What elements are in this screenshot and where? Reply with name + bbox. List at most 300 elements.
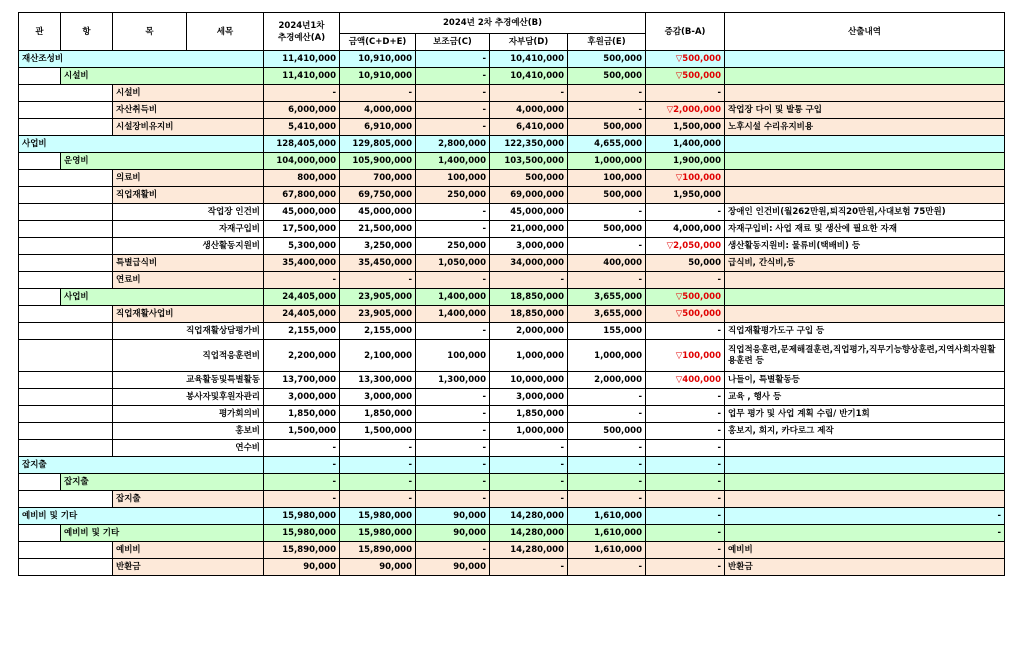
cell-donation: - (568, 238, 646, 255)
row-label: 홍보비 (113, 423, 264, 440)
cell-donation: 500,000 (568, 221, 646, 238)
cell-amount: 45,000,000 (340, 204, 416, 221)
cell-first-budget: 1,500,000 (264, 423, 340, 440)
cell-first-budget: 15,980,000 (264, 525, 340, 542)
cell-detail: - (725, 525, 1005, 542)
cell-donation: 500,000 (568, 51, 646, 68)
cell-diff: - (646, 491, 725, 508)
cell-detail: 예비비 (725, 542, 1005, 559)
cell-self: 2,000,000 (490, 323, 568, 340)
cell-donation: 3,655,000 (568, 306, 646, 323)
cell-amount: - (340, 474, 416, 491)
cell-diff: - (646, 272, 725, 289)
cell-amount: 105,900,000 (340, 153, 416, 170)
cell-subsidy: 1,050,000 (416, 255, 490, 272)
row-label: 잡지출 (113, 491, 264, 508)
row-label: 연수비 (113, 440, 264, 457)
cell-diff: - (646, 423, 725, 440)
cell-self: 69,000,000 (490, 187, 568, 204)
table-row (19, 440, 1005, 457)
cell-first-budget: 5,410,000 (264, 119, 340, 136)
cell-subsidy: - (416, 204, 490, 221)
cell-donation: 100,000 (568, 170, 646, 187)
cell-amount: 2,100,000 (340, 340, 416, 372)
row-label: 재산조성비 (19, 51, 264, 68)
cell-amount: 13,300,000 (340, 372, 416, 389)
cell-donation: 1,610,000 (568, 542, 646, 559)
indent-cell (19, 102, 113, 119)
table-row (19, 491, 1005, 508)
cell-amount: 1,850,000 (340, 406, 416, 423)
row-label: 직업적응훈련비 (113, 340, 264, 372)
cell-self: 21,000,000 (490, 221, 568, 238)
cell-self: - (490, 272, 568, 289)
cell-self: 10,410,000 (490, 68, 568, 85)
table-row (19, 525, 1005, 542)
row-label: 잡지출 (19, 457, 264, 474)
cell-first-budget: 6,000,000 (264, 102, 340, 119)
cell-diff: ▽400,000 (646, 372, 725, 389)
cell-donation: 1,610,000 (568, 508, 646, 525)
indent-cell (19, 153, 61, 170)
cell-first-budget: 24,405,000 (264, 289, 340, 306)
cell-diff: - (646, 474, 725, 491)
cell-first-budget: 2,155,000 (264, 323, 340, 340)
cell-subsidy: - (416, 389, 490, 406)
cell-detail (725, 474, 1005, 491)
indent-cell (19, 238, 113, 255)
cell-amount: 15,890,000 (340, 542, 416, 559)
cell-amount: 4,000,000 (340, 102, 416, 119)
cell-detail (725, 272, 1005, 289)
cell-self: 3,000,000 (490, 389, 568, 406)
header-amount: 금액(C+D+E) (340, 34, 416, 51)
cell-detail: - (725, 508, 1005, 525)
cell-donation: - (568, 102, 646, 119)
cell-self: - (490, 474, 568, 491)
header-diff: 증감(B-A) (646, 13, 725, 51)
cell-amount: 21,500,000 (340, 221, 416, 238)
cell-self: 18,850,000 (490, 289, 568, 306)
table-row (19, 221, 1005, 238)
cell-subsidy: 100,000 (416, 340, 490, 372)
indent-cell (19, 474, 61, 491)
table-row (19, 153, 1005, 170)
cell-diff: 1,400,000 (646, 136, 725, 153)
cell-amount: 6,910,000 (340, 119, 416, 136)
cell-detail: 작업장 다이 및 발통 구입 (725, 102, 1005, 119)
cell-self: - (490, 440, 568, 457)
cell-diff: ▽2,000,000 (646, 102, 725, 119)
cell-detail (725, 289, 1005, 306)
indent-cell (19, 389, 113, 406)
cell-detail: 직업적응훈련,문제해결훈련,직업평가,직무기능향상훈련,지역사회자원활용훈련 등 (725, 340, 1005, 372)
cell-detail: 생산활동지원비: 물류비(택배비) 등 (725, 238, 1005, 255)
cell-self: - (490, 491, 568, 508)
cell-amount: 23,905,000 (340, 289, 416, 306)
cell-detail (725, 306, 1005, 323)
cell-subsidy: 1,400,000 (416, 289, 490, 306)
cell-self: 14,280,000 (490, 508, 568, 525)
row-label: 교육활동및특별활동 (113, 372, 264, 389)
cell-amount: 3,000,000 (340, 389, 416, 406)
cell-first-budget: 128,405,000 (264, 136, 340, 153)
row-label: 시설장비유지비 (113, 119, 264, 136)
header-mok: 목 (113, 13, 187, 51)
cell-amount: - (340, 440, 416, 457)
cell-first-budget: - (264, 272, 340, 289)
cell-detail: 교육 , 행사 등 (725, 389, 1005, 406)
cell-amount: 15,980,000 (340, 508, 416, 525)
cell-detail: 장애인 인건비(월262만원,퇴직20만원,사대보험 75만원) (725, 204, 1005, 221)
cell-donation: 500,000 (568, 187, 646, 204)
table-row (19, 508, 1005, 525)
cell-self: 6,410,000 (490, 119, 568, 136)
cell-subsidy: 1,400,000 (416, 153, 490, 170)
cell-amount: - (340, 457, 416, 474)
cell-first-budget: 13,700,000 (264, 372, 340, 389)
cell-diff: - (646, 389, 725, 406)
cell-detail: 자재구입비: 사업 재료 및 생산에 필요한 자재 (725, 221, 1005, 238)
cell-first-budget: - (264, 474, 340, 491)
cell-first-budget: 90,000 (264, 559, 340, 576)
table-row (19, 238, 1005, 255)
table-row (19, 306, 1005, 323)
cell-diff: - (646, 204, 725, 221)
cell-self: 4,000,000 (490, 102, 568, 119)
indent-cell (19, 525, 61, 542)
cell-detail: 급식비, 간식비,등 (725, 255, 1005, 272)
cell-first-budget: - (264, 85, 340, 102)
table-row (19, 102, 1005, 119)
table-row (19, 187, 1005, 204)
indent-cell (19, 119, 113, 136)
cell-detail: 직업재활평가도구 구입 등 (725, 323, 1005, 340)
cell-self: - (490, 457, 568, 474)
row-label: 자재구입비 (113, 221, 264, 238)
table-row (19, 85, 1005, 102)
cell-first-budget: 104,000,000 (264, 153, 340, 170)
header-detail: 산출내역 (725, 13, 1005, 51)
cell-detail (725, 170, 1005, 187)
cell-diff: - (646, 85, 725, 102)
cell-amount: 129,805,000 (340, 136, 416, 153)
cell-first-budget: - (264, 440, 340, 457)
cell-self: 14,280,000 (490, 525, 568, 542)
cell-diff: ▽500,000 (646, 51, 725, 68)
cell-self: 18,850,000 (490, 306, 568, 323)
cell-amount: 35,450,000 (340, 255, 416, 272)
cell-first-budget: 11,410,000 (264, 51, 340, 68)
cell-diff: - (646, 525, 725, 542)
cell-self: 103,500,000 (490, 153, 568, 170)
cell-subsidy: - (416, 102, 490, 119)
cell-detail (725, 85, 1005, 102)
cell-subsidy: - (416, 542, 490, 559)
indent-cell (19, 340, 113, 372)
cell-diff: - (646, 323, 725, 340)
cell-self: 500,000 (490, 170, 568, 187)
table-row (19, 170, 1005, 187)
table-row (19, 457, 1005, 474)
header-subsidy: 보조금(C) (416, 34, 490, 51)
cell-subsidy: - (416, 272, 490, 289)
row-label: 특별급식비 (113, 255, 264, 272)
cell-donation: 1,000,000 (568, 340, 646, 372)
row-label: 직업재활상담평가비 (113, 323, 264, 340)
table-row (19, 272, 1005, 289)
cell-first-budget: 35,400,000 (264, 255, 340, 272)
cell-amount: - (340, 85, 416, 102)
cell-amount: 90,000 (340, 559, 416, 576)
cell-first-budget: 800,000 (264, 170, 340, 187)
cell-amount: 10,910,000 (340, 68, 416, 85)
cell-donation: 500,000 (568, 423, 646, 440)
cell-subsidy: - (416, 85, 490, 102)
cell-donation: - (568, 491, 646, 508)
cell-amount: 23,905,000 (340, 306, 416, 323)
cell-detail (725, 51, 1005, 68)
indent-cell (19, 440, 113, 457)
cell-donation: - (568, 272, 646, 289)
table-row (19, 68, 1005, 85)
header-self: 자부담(D) (490, 34, 568, 51)
cell-subsidy: - (416, 221, 490, 238)
table-row (19, 255, 1005, 272)
cell-subsidy: 90,000 (416, 525, 490, 542)
indent-cell (19, 187, 113, 204)
indent-cell (19, 170, 113, 187)
row-label: 사업비 (61, 289, 264, 306)
table-row (19, 542, 1005, 559)
cell-donation: 4,655,000 (568, 136, 646, 153)
cell-donation: - (568, 440, 646, 457)
cell-amount: 2,155,000 (340, 323, 416, 340)
cell-amount: 700,000 (340, 170, 416, 187)
row-label: 연료비 (113, 272, 264, 289)
indent-cell (19, 323, 113, 340)
cell-detail (725, 440, 1005, 457)
header-first-budget-line1: 2024년1차 (278, 20, 325, 31)
cell-first-budget: 24,405,000 (264, 306, 340, 323)
cell-subsidy: - (416, 68, 490, 85)
row-label: 예비비 및 기타 (61, 525, 264, 542)
cell-detail: 반환금 (725, 559, 1005, 576)
cell-donation: 3,655,000 (568, 289, 646, 306)
indent-cell (19, 306, 113, 323)
row-label: 사업비 (19, 136, 264, 153)
cell-first-budget: 1,850,000 (264, 406, 340, 423)
cell-subsidy: 90,000 (416, 559, 490, 576)
indent-cell (19, 372, 113, 389)
indent-cell (19, 542, 113, 559)
cell-subsidy: 90,000 (416, 508, 490, 525)
cell-subsidy: - (416, 474, 490, 491)
cell-detail: 홍보지, 회지, 카다로그 제작 (725, 423, 1005, 440)
cell-subsidy: 2,800,000 (416, 136, 490, 153)
indent-cell (19, 559, 113, 576)
cell-subsidy: 250,000 (416, 238, 490, 255)
cell-donation: 500,000 (568, 119, 646, 136)
cell-donation: 400,000 (568, 255, 646, 272)
cell-diff: ▽500,000 (646, 68, 725, 85)
cell-self: 34,000,000 (490, 255, 568, 272)
indent-cell (19, 204, 113, 221)
indent-cell (19, 406, 113, 423)
cell-amount: 15,980,000 (340, 525, 416, 542)
cell-diff: ▽100,000 (646, 170, 725, 187)
cell-self: 1,000,000 (490, 340, 568, 372)
row-label: 시설비 (113, 85, 264, 102)
table-row (19, 474, 1005, 491)
cell-diff: 4,000,000 (646, 221, 725, 238)
indent-cell (19, 221, 113, 238)
cell-donation: 2,000,000 (568, 372, 646, 389)
cell-diff: ▽2,050,000 (646, 238, 725, 255)
header-hang: 항 (61, 13, 113, 51)
cell-first-budget: - (264, 491, 340, 508)
row-label: 봉사자및후원자관리 (113, 389, 264, 406)
cell-first-budget: 5,300,000 (264, 238, 340, 255)
cell-detail: 업무 평가 및 사업 계획 수립/ 반기1회 (725, 406, 1005, 423)
cell-diff: 50,000 (646, 255, 725, 272)
cell-detail (725, 491, 1005, 508)
cell-self: 45,000,000 (490, 204, 568, 221)
cell-detail (725, 457, 1005, 474)
cell-subsidy: - (416, 423, 490, 440)
table-row (19, 323, 1005, 340)
cell-subsidy: - (416, 457, 490, 474)
indent-cell (19, 289, 61, 306)
cell-first-budget: 67,800,000 (264, 187, 340, 204)
cell-self: 3,000,000 (490, 238, 568, 255)
row-label: 직업재활사업비 (113, 306, 264, 323)
table-row (19, 406, 1005, 423)
cell-donation: - (568, 457, 646, 474)
cell-amount: 1,500,000 (340, 423, 416, 440)
cell-subsidy: 1,400,000 (416, 306, 490, 323)
cell-diff: - (646, 559, 725, 576)
cell-self: 1,000,000 (490, 423, 568, 440)
indent-cell (19, 272, 113, 289)
cell-detail: 나들이, 특별활동등 (725, 372, 1005, 389)
cell-diff: - (646, 508, 725, 525)
row-label: 직업재활비 (113, 187, 264, 204)
cell-detail (725, 153, 1005, 170)
cell-self: 10,000,000 (490, 372, 568, 389)
cell-diff: 1,500,000 (646, 119, 725, 136)
cell-detail (725, 68, 1005, 85)
cell-first-budget: 17,500,000 (264, 221, 340, 238)
cell-donation: 155,000 (568, 323, 646, 340)
table-row (19, 340, 1005, 372)
cell-detail (725, 187, 1005, 204)
cell-donation: 1,610,000 (568, 525, 646, 542)
row-label: 의료비 (113, 170, 264, 187)
budget-table-body (19, 51, 1005, 576)
table-row (19, 372, 1005, 389)
header-gwan: 관 (19, 13, 61, 51)
row-label: 평가회의비 (113, 406, 264, 423)
cell-detail: 노후시설 수리유지비용 (725, 119, 1005, 136)
table-row (19, 559, 1005, 576)
indent-cell (19, 255, 113, 272)
cell-diff: 1,900,000 (646, 153, 725, 170)
cell-diff: - (646, 457, 725, 474)
header-second-budget: 2024년 2차 추경예산(B) (340, 13, 646, 34)
row-label: 예비비 (113, 542, 264, 559)
cell-amount: 10,910,000 (340, 51, 416, 68)
row-label: 반환금 (113, 559, 264, 576)
cell-self: 1,850,000 (490, 406, 568, 423)
cell-first-budget: 15,890,000 (264, 542, 340, 559)
cell-first-budget: 3,000,000 (264, 389, 340, 406)
row-label: 잡지출 (61, 474, 264, 491)
row-label: 운영비 (61, 153, 264, 170)
table-row (19, 51, 1005, 68)
cell-amount: 69,750,000 (340, 187, 416, 204)
cell-donation: - (568, 85, 646, 102)
cell-first-budget: 15,980,000 (264, 508, 340, 525)
cell-subsidy: - (416, 440, 490, 457)
header-donation: 후원금(E) (568, 34, 646, 51)
cell-donation: - (568, 204, 646, 221)
indent-cell (19, 423, 113, 440)
cell-self: 122,350,000 (490, 136, 568, 153)
cell-first-budget: 2,200,000 (264, 340, 340, 372)
indent-cell (19, 491, 113, 508)
row-label: 예비비 및 기타 (19, 508, 264, 525)
cell-amount: - (340, 491, 416, 508)
cell-diff: ▽100,000 (646, 340, 725, 372)
table-row (19, 136, 1005, 153)
cell-diff: - (646, 440, 725, 457)
table-row (19, 389, 1005, 406)
cell-donation: - (568, 406, 646, 423)
row-label: 시설비 (61, 68, 264, 85)
cell-donation: - (568, 559, 646, 576)
header-first-budget-line2: 추경예산(A) (277, 32, 326, 43)
cell-donation: - (568, 474, 646, 491)
budget-table (18, 12, 1005, 576)
row-label: 생산활동지원비 (113, 238, 264, 255)
cell-self: - (490, 559, 568, 576)
cell-diff: ▽500,000 (646, 289, 725, 306)
header-semok: 세목 (187, 13, 264, 51)
cell-donation: 500,000 (568, 68, 646, 85)
table-row (19, 119, 1005, 136)
table-row (19, 289, 1005, 306)
cell-donation: - (568, 389, 646, 406)
table-row (19, 423, 1005, 440)
cell-donation: 1,000,000 (568, 153, 646, 170)
cell-amount: 3,250,000 (340, 238, 416, 255)
cell-subsidy: - (416, 51, 490, 68)
row-label: 자산취득비 (113, 102, 264, 119)
cell-first-budget: - (264, 457, 340, 474)
table-row (19, 204, 1005, 221)
cell-diff: - (646, 542, 725, 559)
cell-self: 14,280,000 (490, 542, 568, 559)
cell-first-budget: 11,410,000 (264, 68, 340, 85)
cell-subsidy: - (416, 323, 490, 340)
cell-amount: - (340, 272, 416, 289)
cell-self: 10,410,000 (490, 51, 568, 68)
header-first-budget (264, 13, 340, 51)
cell-subsidy: - (416, 406, 490, 423)
cell-diff: ▽500,000 (646, 306, 725, 323)
cell-diff: - (646, 406, 725, 423)
